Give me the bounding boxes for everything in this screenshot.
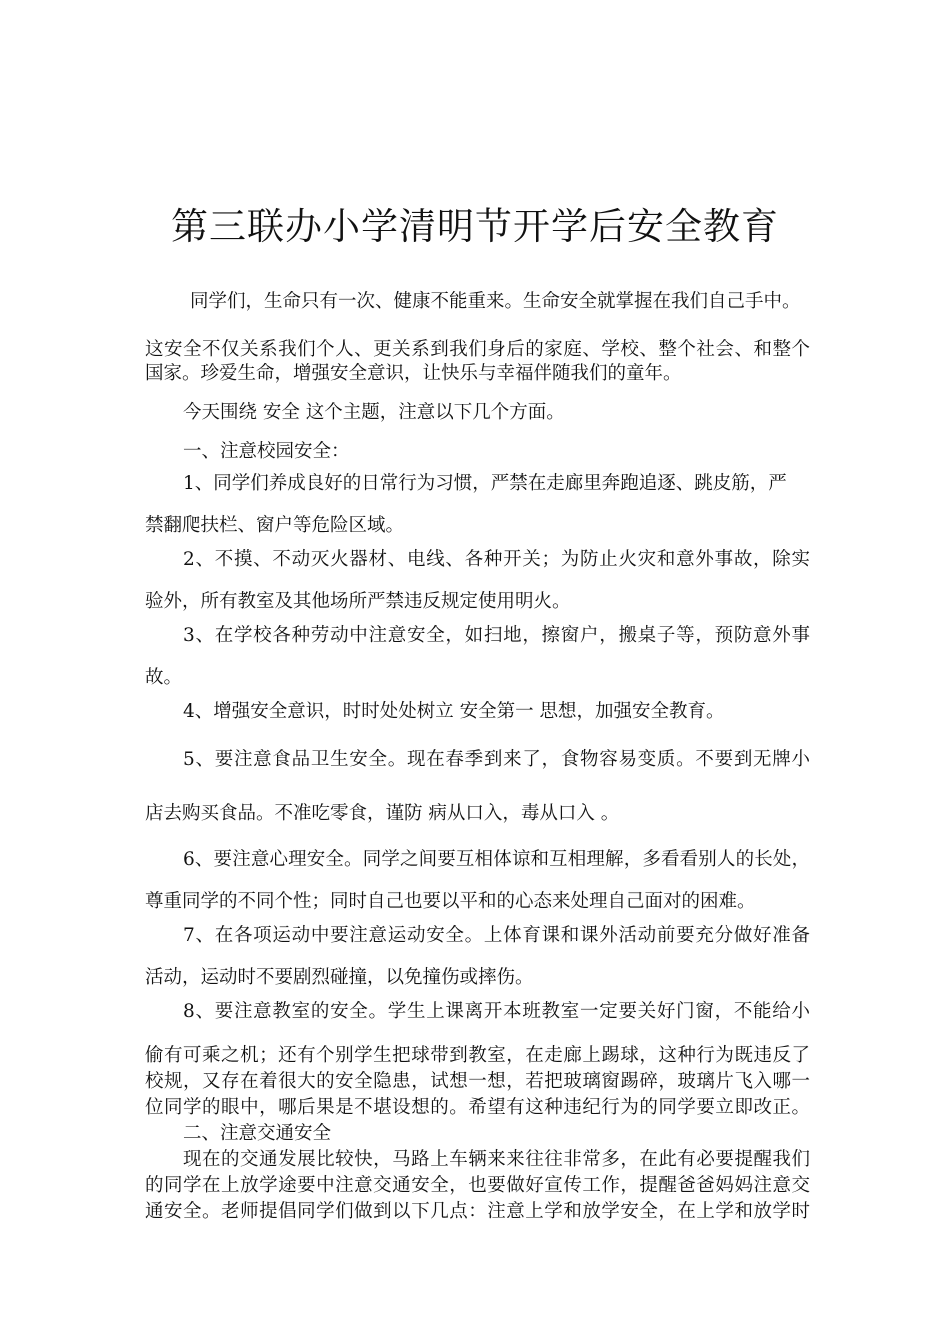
paragraph-line: 验外，所有教室及其他场所严禁违反规定使用明火。	[145, 591, 571, 612]
section-heading: 一、注意校园安全：	[183, 441, 350, 462]
paragraph-line: 这安全不仅关系我们个人、更关系到我们身后的家庭、学校、整个社会、和整个	[145, 339, 810, 360]
paragraph-line: 同学们，生命只有一次、健康不能重来。生命安全就掌握在我们自己手中。	[190, 291, 801, 312]
paragraph-line: 偷有可乘之机；还有个别学生把球带到教室，在走廊上踢球，这种行为既违反了	[145, 1045, 810, 1066]
paragraph-line: 1、同学们养成良好的日常行为习惯，严禁在走廊里奔跑追逐、跳皮筋，严	[183, 473, 787, 494]
paragraph-line: 2、不摸、不动灭火器材、电线、各种开关；为防止火灾和意外事故，除实	[183, 549, 810, 570]
paragraph-line: 4、增强安全意识，时时处处树立 安全第一 思想，加强安全教育。	[183, 701, 725, 722]
paragraph-line: 通安全。老师提倡同学们做到以下几点：注意上学和放学安全，在上学和放学时	[145, 1201, 810, 1222]
paragraph-line: 现在的交通发展比较快，马路上车辆来来往往非常多，在此有必要提醒我们	[183, 1149, 810, 1170]
paragraph-line: 今天围绕 安全 这个主题，注意以下几个方面。	[183, 402, 565, 423]
paragraph-line: 5、要注意食品卫生安全。现在春季到来了，食物容易变质。不要到无牌小	[183, 749, 810, 770]
paragraph-line: 的同学在上放学途要中注意交通安全，也要做好宣传工作，提醒爸爸妈妈注意交	[145, 1175, 810, 1196]
paragraph-line: 店去购买食品。不准吃零食，谨防 病从口入，毒从口入 。	[145, 803, 620, 824]
paragraph-line: 尊重同学的不同个性；同时自己也要以平和的心态来处理自己面对的困难。	[145, 891, 756, 912]
paragraph-line: 国家。珍爱生命，增强安全意识，让快乐与幸福伴随我们的童年。	[145, 363, 682, 384]
document-title: 第三联办小学清明节开学后安全教育	[171, 205, 779, 248]
paragraph-line: 校规，又存在着很大的安全隐患，试想一想，若把玻璃窗踢碎，玻璃片飞入哪一	[145, 1071, 810, 1092]
paragraph-line: 3、在学校各种劳动中注意安全，如扫地，擦窗户，搬桌子等，预防意外事	[183, 625, 810, 646]
paragraph-line: 故。	[145, 667, 183, 688]
paragraph-line: 禁翻爬扶栏、窗户等危险区域。	[145, 515, 405, 536]
paragraph-line: 活动，运动时不要剧烈碰撞，以免撞伤或摔伤。	[145, 967, 534, 988]
paragraph-line: 8、要注意教室的安全。学生上课离开本班教室一定要关好门窗，不能给小	[183, 1001, 810, 1022]
paragraph-line: 位同学的眼中，哪后果是不堪设想的。希望有这种违纪行为的同学要立即改正。	[145, 1097, 810, 1118]
section-heading: 二、注意交通安全	[183, 1123, 332, 1144]
paragraph-line: 7、在各项运动中要注意运动安全。上体育课和课外活动前要充分做好准备	[183, 925, 810, 946]
paragraph-line: 6、要注意心理安全。同学之间要互相体谅和互相理解，多看看别人的长处，	[183, 849, 810, 870]
